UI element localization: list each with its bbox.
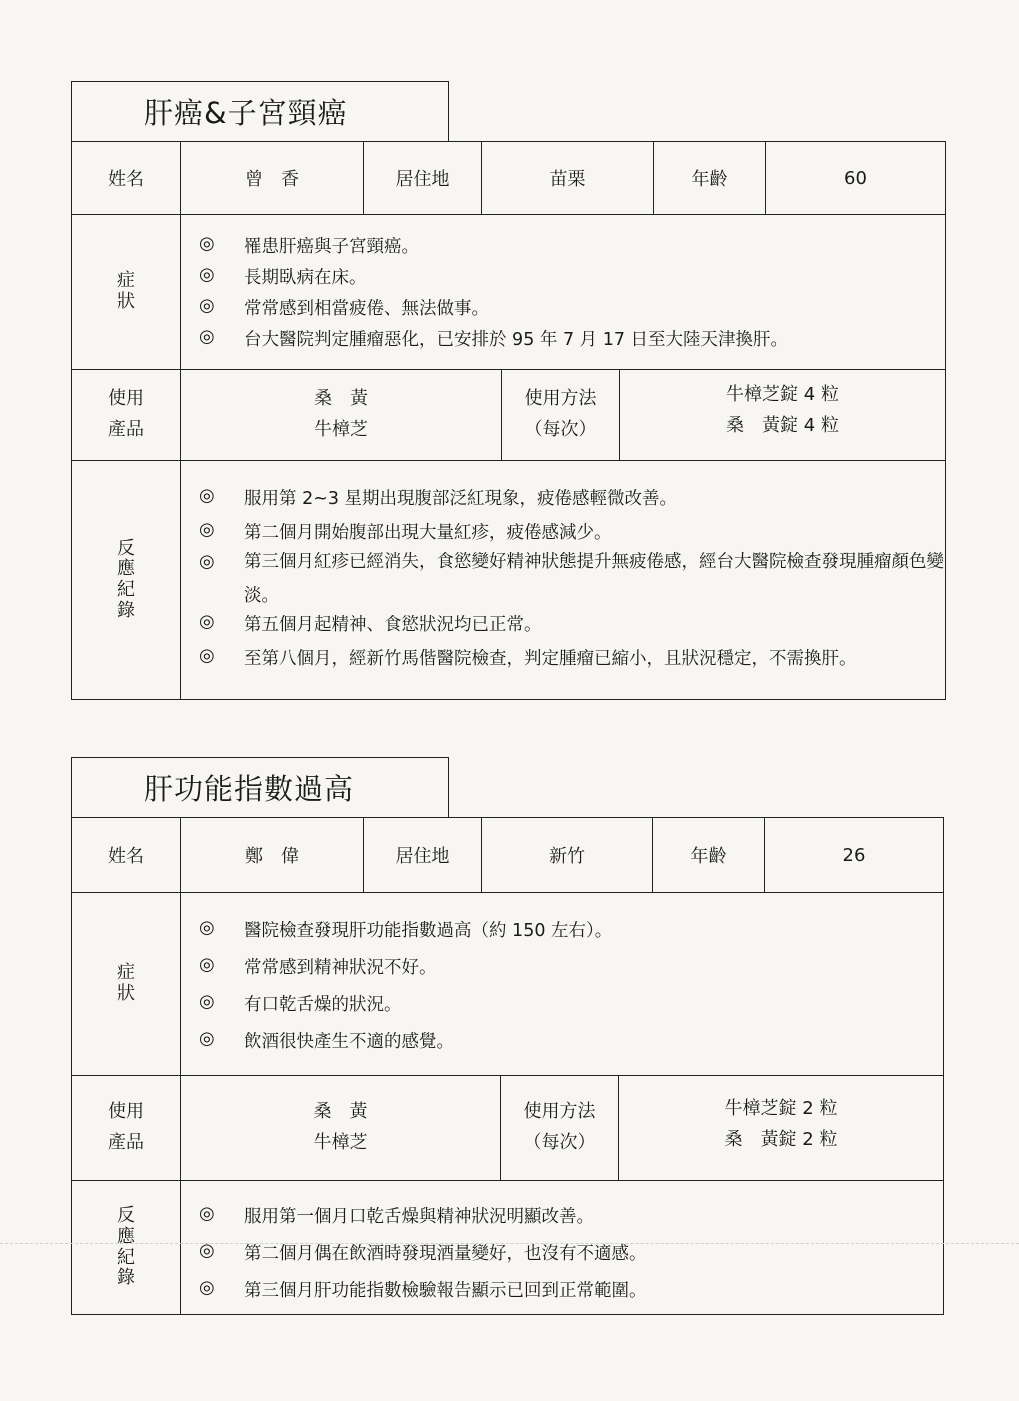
residence-label: 居住地: [363, 142, 481, 214]
symptoms-row: [72, 214, 945, 369]
reactions-label: 反 應 紀 錄: [117, 537, 135, 621]
list-item: ◎ 第三個月紅疹已經消失，食慾變好精神狀態提升無疲倦感，經台大醫院檢查發現腫瘤顏色變淡。: [199, 551, 944, 606]
dosage-values: 牛樟芝錠 2 粒 桑 黃錠 2 粒: [618, 1076, 943, 1180]
age-label: 年齡: [652, 818, 764, 892]
products-row: [72, 1075, 943, 1180]
scan-fold-line: [0, 1243, 1019, 1244]
list-item: ◎ 醫院檢查發現肝功能指數過高（約 150 左右）。: [199, 917, 613, 941]
products-label: 使用 產品: [108, 388, 144, 440]
case-table: [71, 141, 946, 700]
list-item: ◎ 長期臥病在床。: [199, 264, 367, 288]
list-item: ◎ 台大醫院判定腫瘤惡化，已安排於 95 年 7 月 17 日至大陸天津換肝。: [199, 326, 789, 350]
case-title: 肝功能指數過高: [71, 757, 449, 817]
residence-value: 新竹: [481, 818, 652, 892]
name-value: 鄭 偉: [180, 818, 363, 892]
product-names: 桑 黃 牛樟芝: [180, 370, 501, 460]
case-card-high-liver-index: [71, 757, 946, 1315]
list-item: ◎ 至第八個月，經新竹馬偕醫院檢查，判定腫瘤已縮小，且狀況穩定，不需換肝。: [199, 645, 857, 669]
list-item: ◎ 第五個月起精神、食慾狀況均已正常。: [199, 611, 542, 635]
case-card-liver-cervical-cancer: [71, 81, 946, 700]
residence-value: 苗栗: [481, 142, 653, 214]
list-item: ◎ 常常感到精神狀況不好。: [199, 954, 437, 978]
list-item: ◎ 罹患肝癌與子宮頸癌。: [199, 233, 419, 257]
symptoms-list: [180, 215, 945, 369]
info-row: [72, 818, 943, 892]
symptoms-label: 症 狀: [117, 270, 135, 312]
products-label: 使用 產品: [108, 1101, 144, 1153]
name-label: 姓名: [108, 846, 144, 867]
list-item: ◎ 第二個月開始腹部出現大量紅疹，疲倦感減少。: [199, 519, 612, 543]
reactions-list: [180, 1181, 943, 1314]
list-item: ◎ 有口乾舌燥的狀況。: [199, 991, 402, 1015]
usage-method-label: 使用方法 （每次）: [500, 1076, 618, 1180]
reactions-row: [72, 1180, 943, 1314]
case-title: 肝癌&子宮頸癌: [71, 81, 449, 141]
list-item: ◎ 第三個月肝功能指數檢驗報告顯示已回到正常範圍。: [199, 1277, 647, 1301]
reactions-row: [72, 460, 945, 699]
reactions-label: 反 應 紀 錄: [117, 1205, 135, 1289]
usage-method-label: 使用方法 （每次）: [501, 370, 619, 460]
residence-label: 居住地: [363, 818, 481, 892]
list-item: ◎ 第二個月偶在飲酒時發現酒量變好，也沒有不適感。: [199, 1240, 647, 1264]
age-value: 26: [764, 818, 943, 892]
symptoms-list: [180, 893, 943, 1075]
case-table: [71, 817, 944, 1315]
list-item: ◎ 常常感到相當疲倦、無法做事。: [199, 295, 489, 319]
name-label: 姓名: [108, 169, 144, 190]
age-value: 60: [765, 142, 945, 214]
list-item: ◎ 服用第 2~3 星期出現腹部泛紅現象，疲倦感輕微改善。: [199, 485, 678, 509]
list-item: ◎ 飲酒很快產生不適的感覺。: [199, 1028, 454, 1052]
reactions-list: [180, 461, 945, 699]
list-item: ◎ 服用第一個月口乾舌燥與精神狀況明顯改善。: [199, 1203, 594, 1227]
product-names: 桑 黃 牛樟芝: [180, 1076, 500, 1180]
symptoms-label: 症 狀: [117, 962, 135, 1004]
age-label: 年齡: [653, 142, 765, 214]
info-row: [72, 142, 945, 214]
products-row: [72, 369, 945, 460]
name-value: 曾 香: [180, 142, 363, 214]
dosage-values: 牛樟芝錠 4 粒 桑 黃錠 4 粒: [619, 370, 945, 460]
symptoms-row: [72, 892, 943, 1075]
